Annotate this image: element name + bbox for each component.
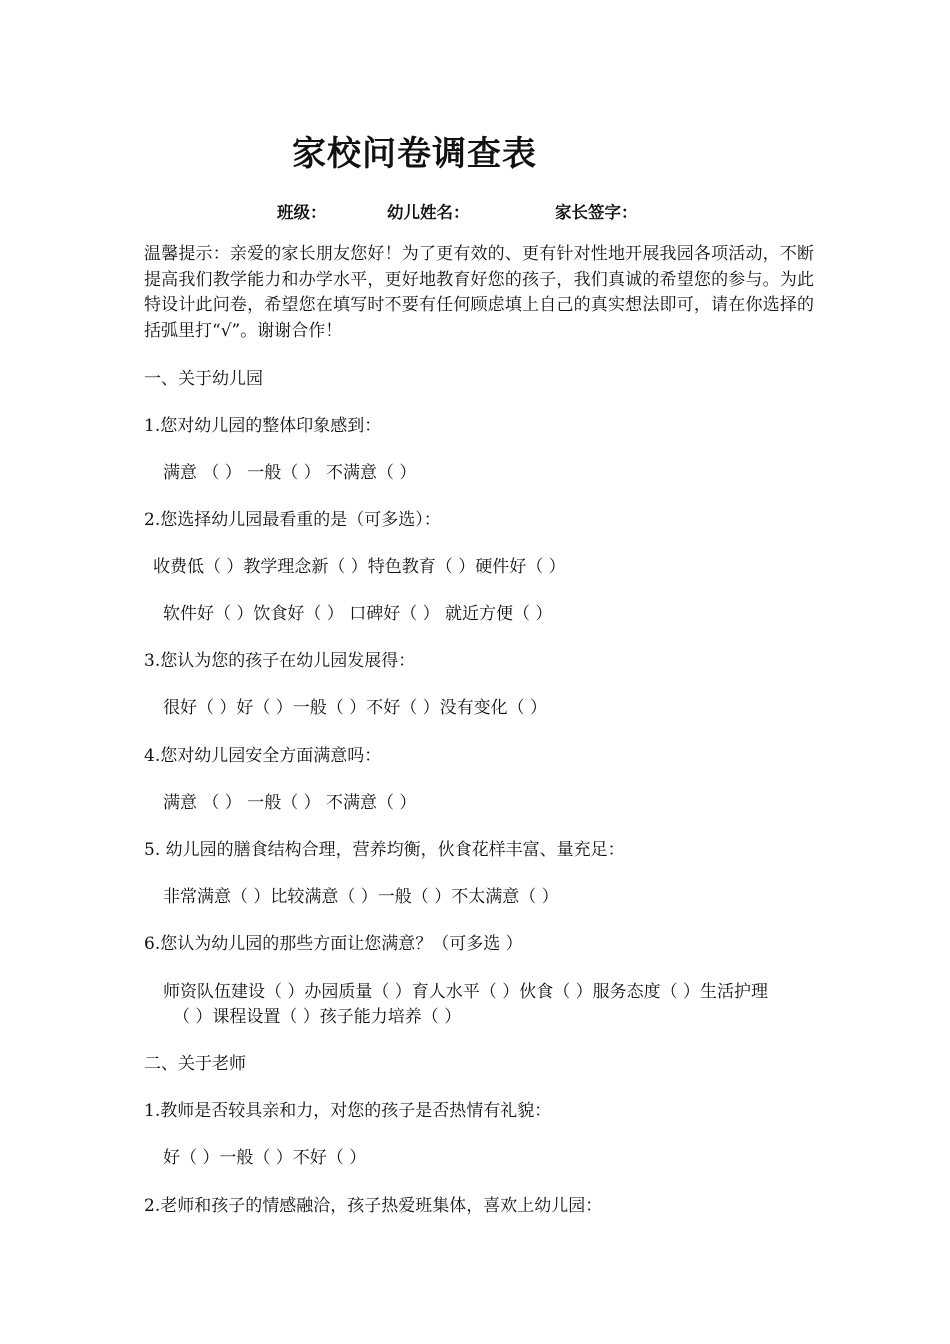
- question-5-options[interactable]: 非常满意（ ）比较满意（ ）一般（ ）不太满意（ ）: [163, 887, 559, 907]
- question-4-options[interactable]: 满意 （ ） 一般（ ） 不满意（ ）: [163, 793, 417, 813]
- section-heading-kindergarten: 一、关于幼儿园: [144, 369, 263, 389]
- question-6-options-line1[interactable]: 师资队伍建设（ ）办园质量（ ）育人水平（ ）伙食（ ）服务态度（ ）生活护理: [163, 982, 769, 1002]
- class-label: 班级：: [277, 203, 327, 222]
- section-heading-teachers: 二、关于老师: [144, 1054, 246, 1074]
- question-3-text: 3.您认为您的孩子在幼儿园发展得：: [144, 651, 416, 671]
- parent-signature-label: 家长签字：: [555, 203, 638, 222]
- question-2-options-line1[interactable]: 收费低（ ）教学理念新（ ）特色教育（ ）硬件好（ ）: [153, 557, 566, 577]
- question-3-options[interactable]: 很好（ ）好（ ）一般（ ）不好（ ）没有变化（ ）: [163, 698, 548, 718]
- question-2-text: 2.您选择幼儿园最看重的是（可多选）：: [144, 510, 441, 530]
- teacher-question-1-options[interactable]: 好（ ）一般（ ）不好（ ）: [163, 1148, 367, 1168]
- question-6-text: 6.您认为幼儿园的那些方面让您满意？（可多选 ）: [144, 934, 523, 954]
- question-1-text: 1.您对幼儿园的整体印象感到：: [144, 416, 382, 436]
- question-6-options[interactable]: [163, 980, 813, 1030]
- teacher-question-1-text: 1.教师是否较具亲和力，对您的孩子是否热情有礼貌：: [144, 1101, 552, 1121]
- teacher-question-2-text: 2.老师和孩子的情感融洽，孩子热爱班集体，喜欢上幼儿园：: [144, 1196, 603, 1216]
- child-name-label: 幼儿姓名：: [387, 203, 470, 222]
- intro-paragraph: 温馨提示：亲爱的家长朋友您好！为了更有效的、更有针对性地开展我园各项活动，不断提高我们教学能力和办学水平，更好地教育好您的孩子，我们真诚的希望您的参与。为此特设计此问卷，希望您在填写时不要有任何顾虑填上自己的真实想法即可，请在你选择的括弧里打“√”。谢谢合作！: [144, 244, 814, 341]
- question-1-options[interactable]: 满意 （ ） 一般（ ） 不满意（ ）: [163, 463, 417, 483]
- document-title: 家校问卷调查表: [292, 134, 537, 174]
- question-5-text: 5. 幼儿园的膳食结构合理，营养均衡，伙食花样丰富、量充足：: [144, 840, 625, 860]
- question-4-text: 4.您对幼儿园安全方面满意吗：: [144, 746, 382, 766]
- question-6-options-line2[interactable]: （ ）课程设置（ ）孩子能力培养（ ）: [173, 1007, 462, 1027]
- question-2-options-line2[interactable]: 软件好（ ）饮食好（ ） 口碑好（ ） 就近方便（ ）: [163, 604, 553, 624]
